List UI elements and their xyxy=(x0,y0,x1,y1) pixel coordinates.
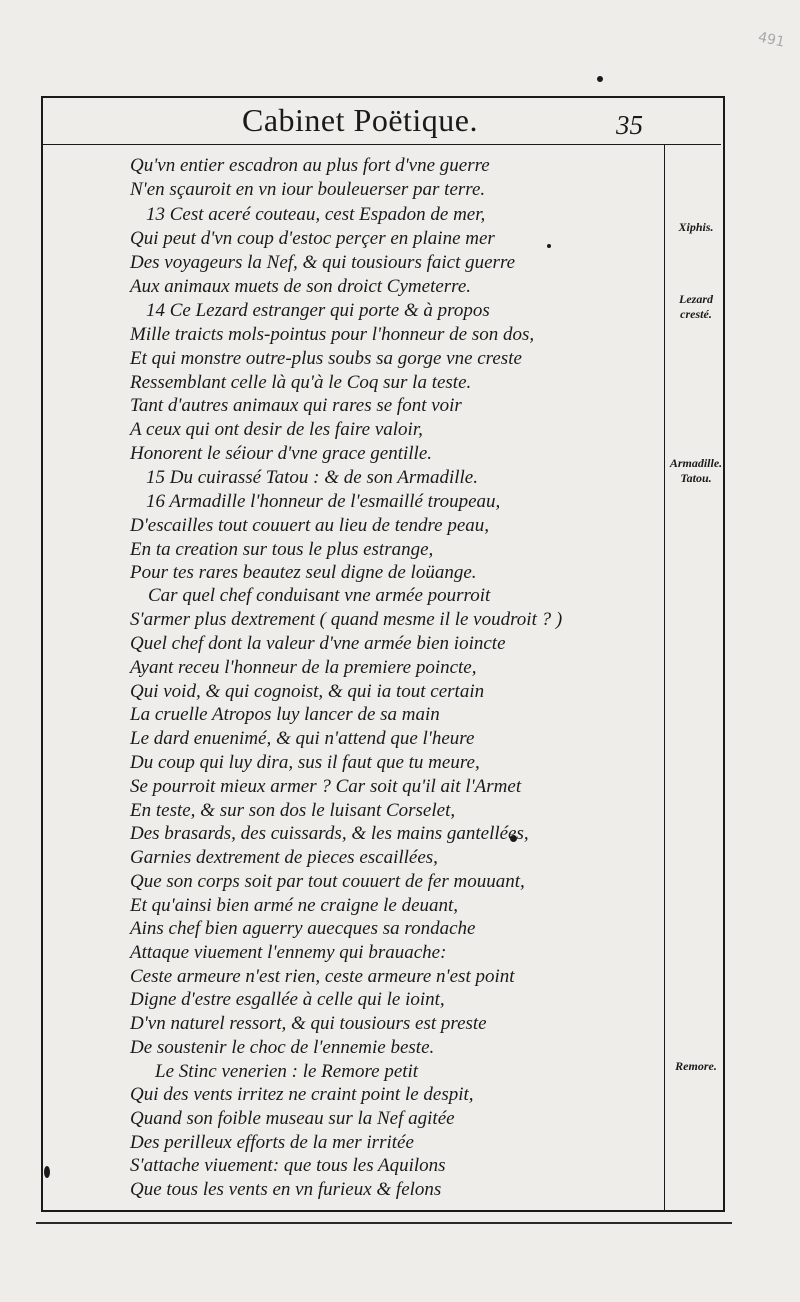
verse-line: 16 Armadille l'honneur de l'esmaillé troupeau, xyxy=(146,491,501,512)
verse-line: Tant d'autres animaux qui rares se font voir xyxy=(130,395,462,416)
verse-line: Se pourroit mieux armer ? Car soit qu'il ait l'Armet xyxy=(130,776,522,797)
verse-line: A ceux qui ont desir de les faire valoir, xyxy=(130,419,423,440)
verse-line: La cruelle Atropos luy lancer de sa main xyxy=(130,704,440,725)
verse-line: Car quel chef conduisant vne armée pourroit xyxy=(148,585,491,606)
verse-line: Et qui monstre outre-plus soubs sa gorge vne creste xyxy=(130,348,522,369)
verse-line: Que son corps soit par tout couuert de fer mouuant, xyxy=(130,871,525,892)
verse-line: Digne d'estre esgallée à celle qui le ioint, xyxy=(130,989,445,1010)
verse-line: 13 Cest aceré couteau, cest Espadon de mer, xyxy=(146,204,486,225)
margin-note-armadille: Armadille. Tatou. xyxy=(669,456,723,485)
verse-line: Qui des vents irritez ne craint point le despit, xyxy=(130,1084,474,1105)
verse-line: Ressemblant celle là qu'à le Coq sur la teste. xyxy=(130,372,472,393)
verse-line: En ta creation sur tous le plus estrange, xyxy=(130,539,434,560)
verse-line: Quand son foible museau sur la Nef agitée xyxy=(130,1108,455,1129)
verse-line: D'vn naturel ressort, & qui tousiours est preste xyxy=(130,1013,487,1034)
margin-note-lezard: Lezard cresté. xyxy=(679,292,713,321)
verse-line: D'escailles tout couuert au lieu de tendre peau, xyxy=(130,515,489,536)
verse-line: Attaque viuement l'ennemy qui brauache: xyxy=(130,942,447,963)
header-rule xyxy=(43,144,721,145)
verse-line: Des perilleux efforts de la mer irritée xyxy=(130,1132,414,1153)
page-number: 35 xyxy=(616,110,643,140)
verse-line: Qui peut d'vn coup d'estoc perçer en plaine mer xyxy=(130,228,495,249)
verse-line: Garnies dextrement de pieces escaillées, xyxy=(130,847,438,868)
verse-line: S'armer plus dextrement ( quand mesme il le voudroit ? ) xyxy=(130,609,563,630)
margin-column-rule xyxy=(664,144,665,1210)
verse-line: Et qu'ainsi bien armé ne craigne le deuant, xyxy=(130,895,459,916)
margin-note-xiphis: Xiphis. xyxy=(678,220,714,234)
verse-line: 15 Du cuirassé Tatou : & de son Armadille. xyxy=(146,467,478,488)
verse-line: En teste, & sur son dos le luisant Corselet, xyxy=(130,800,456,821)
running-title: Cabinet Poëtique. xyxy=(241,102,478,138)
verse-line: Ayant receu l'honneur de la premiere poincte, xyxy=(130,657,477,678)
bottom-rule xyxy=(36,1222,732,1224)
verse-line: Mille traicts mols-pointus pour l'honneur de son dos, xyxy=(130,324,535,345)
verse-line: Des brasards, des cuissards, & les mains gantellées, xyxy=(130,823,529,844)
verse-line: Honorent le séiour d'vne grace gentille. xyxy=(130,443,433,464)
verse-line: Que tous les vents en vn furieux & felons xyxy=(130,1179,442,1200)
verse-line: Quel chef dont la valeur d'vne armée bien ioincte xyxy=(130,633,506,654)
verse-line: De soustenir le choc de l'ennemie beste. xyxy=(130,1037,435,1058)
verse-line: Aux animaux muets de son droict Cymeterre. xyxy=(130,276,472,297)
verse-line: Ceste armeure n'est rien, ceste armeure n'est point xyxy=(130,966,515,987)
verse-line: Qu'vn entier escadron au plus fort d'vne guerre xyxy=(130,155,490,176)
verse-line: Pour tes rares beautez seul digne de loüange. xyxy=(130,562,477,583)
verse-line: Du coup qui luy dira, sus il faut que tu meure, xyxy=(130,752,480,773)
verse-line: Des voyageurs la Nef, & qui tousiours faict guerre xyxy=(130,252,516,273)
verse-line: Le Stinc venerien : le Remore petit xyxy=(155,1061,419,1082)
verse-line: S'attache viuement: que tous les Aquilons xyxy=(130,1155,446,1176)
ink-speck xyxy=(597,76,603,82)
verse-line: Qui void, & qui cognoist, & qui ia tout certain xyxy=(130,681,485,702)
verse-line: Le dard enuenimé, & qui n'attend que l'heure xyxy=(130,728,475,749)
verse-line: 14 Ce Lezard estranger qui porte & à propos xyxy=(146,300,490,321)
margin-note-remore: Remore. xyxy=(675,1059,717,1073)
verse-line: Ains chef bien aguerry auecques sa rondache xyxy=(130,918,476,939)
verse-line: N'en sçauroit en vn iour bouleuerser par terre. xyxy=(130,179,486,200)
pencil-folio-mark: 491 xyxy=(756,29,787,51)
